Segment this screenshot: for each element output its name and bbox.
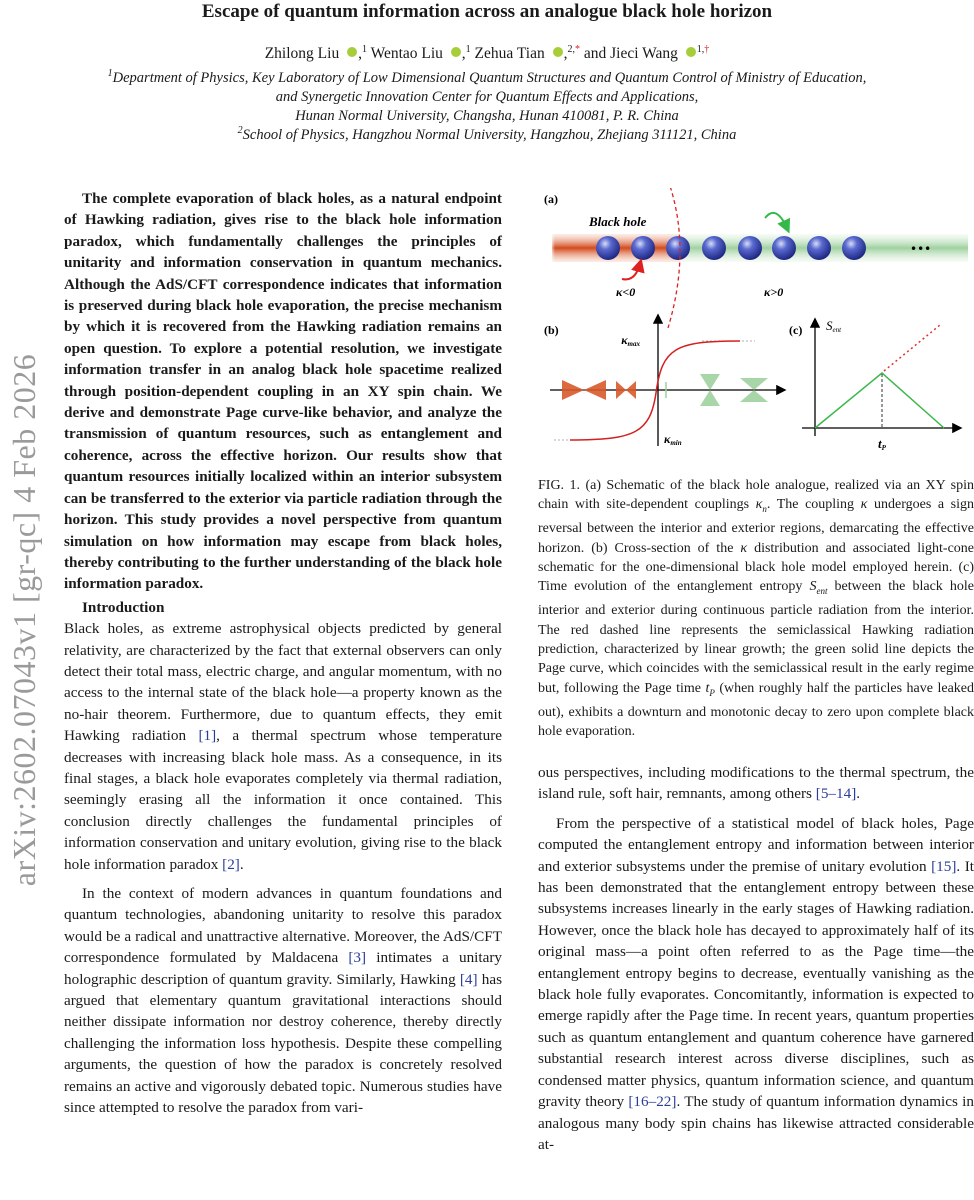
citation-link[interactable]: [16–22] — [628, 1093, 677, 1111]
orcid-icon[interactable] — [451, 47, 461, 57]
arxiv-stamp[interactable]: arXiv:2602.07043v1 [gr-qc] 4 Feb 2026 — [6, 353, 42, 887]
citation-link[interactable]: [3] — [348, 949, 367, 967]
orcid-icon[interactable] — [347, 47, 357, 57]
author-name: Zehua Tian — [474, 45, 545, 62]
panel-c — [789, 318, 960, 452]
body-paragraph: ous perspectives, including modifications to the thermal spectrum, the island rule, soft hair, remnants, among others [5–14]. — [538, 764, 974, 803]
panel-a-label: (a) — [544, 192, 558, 206]
panel-a — [544, 188, 968, 328]
intro-paragraph-2: In the context of modern advances in quantum foundations and quantum technologies, abandoning unitarity to resolve this paradox would be a radical and unattractive alternative. Moreover, the AdS/CFT correspondence formulated by Maldacena [3] intimates a unitary holographic description of quantum gravity. Similarly, Hawking [4] has argued that elementary quantum gravitational interactions should neither dissipate information nor destroy coherence, thereby directly challenging the information loss hypothesis. Despite these compelling arguments, the question of how the paradox is concretely resolved remains an active and vigorously debated topic. Numerous studies have since attempted to resolve the paradox from vari- — [64, 885, 503, 1117]
section-heading-introduction: Introduction — [82, 598, 165, 616]
ellipsis: ••• — [910, 242, 932, 256]
author-list: Zhilong Liu ,$^1$ Wentao Liu ,$^1$ Zehua Tian ,$^{2,*}$ and Jieci Wang $^{1,\dagger}$ — [264, 43, 710, 62]
kappa-min-label: κmin — [664, 432, 682, 447]
intro-paragraph-1: Black holes, as extreme astrophysical objects predicted by general relativity, are characterized by the fact that external observers can only detect their total mass, electric charge, and angular momentum, with no access to the internal state of the black hole—a property known as the no-hair theorem. Furthermore, due to quantum effects, they emit Hawking radiation [1], a thermal spectrum whose temperature decreases with increasing black hole mass. As a consequence, in its final stages, a black hole evaporates completely via thermal radiation, seemingly erasing all the information it once contained. This conclusion directly challenges the fundamental principles of information conservation and unitary evolution, giving rise to the black hole information paradox [2]. — [64, 620, 502, 873]
panel-c-label: (c) — [789, 323, 803, 337]
citation-link[interactable]: [2] — [222, 855, 240, 873]
author-name: Zhilong Liu — [264, 45, 340, 62]
citation-link[interactable]: [1] — [198, 727, 217, 745]
page-curve — [815, 373, 944, 428]
kappa-positive-label: κ>0 — [764, 285, 784, 299]
citation-link[interactable]: [5–14] — [815, 785, 857, 803]
s-ent-axis-label: Sent — [826, 318, 842, 334]
figure-1 — [540, 188, 970, 458]
panel-b-label: (b) — [544, 323, 559, 337]
right-column-body — [538, 762, 974, 1155]
figure-caption: FIG. 1. (a) Schematic of the black hole analogue, realized via an XY spin chain with site-dependent couplings $\kappa_n$. The coupling κ undergoes a sign reversal between the interior and exterior regions, demarcating the effective horizon. (b) Cross-section of the κ distribution and associated light-cone schematic for the one-dimensional black hole model employed herein. (c) Time evolution of the entanglement entropy $S_{ent}$ between the black hole interior and exterior during continuous particle radiation from the interior. The red dashed line represents the semiclassical Hawking radiation prediction, characterized by linear growth; the green solid line depicts the Page curve, which coincides with the semiclassical result in the early regime but, following the Page time $t_P$ (when roughly half the particles have leaked out), exhibits a downturn and monotonic decay to zero upon complete black hole evaporation. — [538, 478, 974, 739]
paper-title: Escape of quantum information across an analogue black hole horizon — [201, 1, 773, 22]
panel-b — [544, 316, 784, 447]
abstract: The complete evaporation of black holes, as a natural endpoint of Hawking radiation, gives rise to the black hole information paradox, which fundamentally challenges the principles of unitarity and information conservation in quantum mechanics. Although the AdS/CFT correspondence indicates that information is preserved during black hole evaporation, the precise mechanism by which it is recovered from the Hawking radiation remains an open question. To explore a potential resolution, we investigate information transfer in an analog black hole spacetime realized through position-dependent coupling in an XY spin chain. We derive and demonstrate Page curve-like behavior, and analyze the transmission of quantum resources, such as entanglement and coherence, across the effective horizon. Our results show that quantum resources initially localized within an interior subsystem can be transferred to the exterior via particle radiation through the horizon. This study provides a novel perspective from quantum simulation on how information may escape from black holes, thereby contributing to the further understanding of the black hole information paradox. — [64, 190, 502, 593]
page-time-label: tP — [878, 436, 886, 452]
affiliations: $^1$Department of Physics, Key Laboratory of Low Dimensional Quantum Structures and Quantum Control of Ministry of Education, and Synergetic Innovation Center for Quantum Effects and Applications, Hunan Normal University, Changsha, Hunan 410081, P. R. China $^2$School of Physics, Hangzhou Normal University, Hangzhou, Zhejiang 311121, China — [107, 68, 867, 143]
body-paragraph: From the perspective of a statistical model of black holes, Page computed the entanglement entropy and information between interior and exterior subsystems under the premise of unitary evolution [15]. It has been demonstrated that the entanglement entropy between these subsystems increases linearly in the early stages of Hawking radiation. However, once the black hole has decayed to approximately half of its original mass—a point often referred to as the Page time—the entanglement entropy begins to decrease, eventually vanishing as the black hole fully evaporates. Concomitantly, information is expected to emerge rapidly after the Page time. In recent years, quantum properties such as quantum entanglement and quantum coherence have garnered substantial research interest across diverse disciplines, such as condensed matter physics, quantum information science, and quantum gravity theory [16–22]. The study of quantum information dynamics in analogous many body spin chains has likewise attracted considerable at- — [538, 814, 974, 1153]
orcid-icon[interactable] — [553, 47, 563, 57]
kappa-negative-label: κ<0 — [616, 285, 636, 299]
corresponding-mark[interactable]: † — [704, 43, 710, 55]
orcid-icon[interactable] — [686, 47, 696, 57]
author-name: Jieci Wang — [610, 45, 678, 62]
black-hole-label: Black hole — [589, 214, 647, 229]
red-arrow-icon — [622, 264, 640, 279]
author-name: Wentao Liu — [370, 45, 443, 62]
green-arrow-icon — [765, 213, 787, 228]
citation-link[interactable]: [4] — [459, 970, 478, 988]
kappa-max-label: κmax — [621, 333, 640, 348]
citation-link[interactable]: [15] — [931, 857, 957, 875]
hawking-line — [884, 325, 940, 371]
left-column — [64, 188, 502, 1118]
corresponding-mark[interactable]: * — [574, 43, 580, 55]
